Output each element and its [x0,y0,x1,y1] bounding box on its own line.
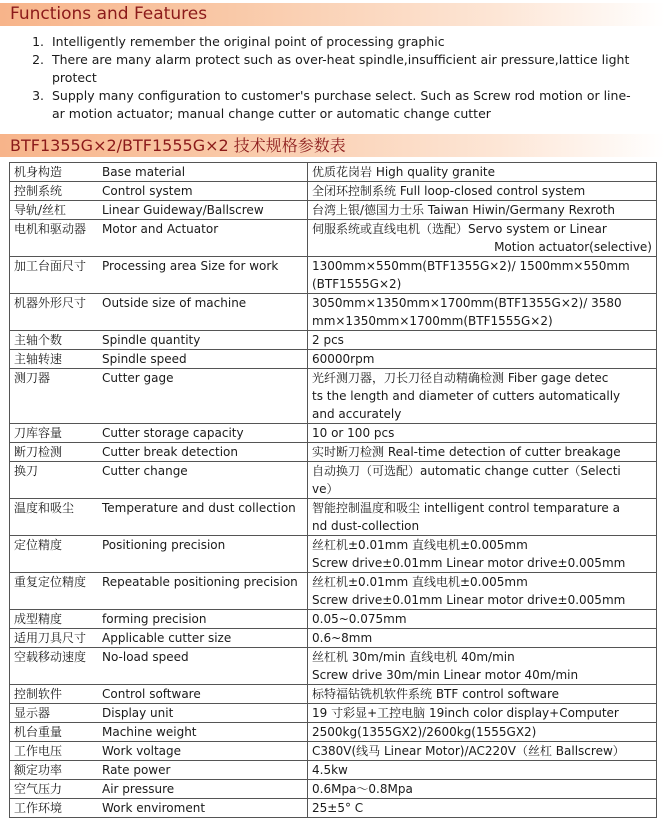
spec-title: BTF1355G×2/BTF1555G×2 技术规格参数表 [0,134,665,157]
spec-value-line: ve） [312,482,339,496]
spec-label-en: Cutter break detection [102,445,238,459]
spec-row [10,629,657,648]
spec-value-line: 0.6~8mm [312,631,373,645]
spec-value-line: 智能控制温度和吸尘 intelligent control temparature a [312,501,620,515]
spec-label-en: Cutter storage capacity [102,426,244,440]
spec-label-cell [10,629,308,648]
spec-value-cell [308,201,657,220]
spec-label-cell [10,742,308,761]
spec-row [10,761,657,780]
spec-label-cn: 定位精度 [14,538,63,552]
spec-value-line: 60000rpm [312,352,375,366]
spec-value-line: and accurately [312,407,402,421]
spec-label-cn: 测刀器 [14,371,51,385]
spec-value-line: 伺服系统或直线电机（选配）Servo system or Linear [312,222,607,236]
spec-label-en: Temperature and dust collection [102,501,296,515]
spec-value-line: 4.5kw [312,763,348,777]
spec-value-cell [308,742,657,761]
spec-label-cn: 断刀检测 [14,445,63,459]
spec-label-en: Work enviroment [102,801,206,815]
spec-row [10,294,657,331]
spec-label-cell [10,182,308,201]
spec-label-cell [10,201,308,220]
spec-label-cn: 导轨/丝杠 [14,203,67,217]
spec-label-cn: 加工台面尺寸 [14,259,87,273]
spec-label-cn: 额定功率 [14,763,63,777]
spec-label-en: Base material [102,165,186,179]
spec-value-cell [308,257,657,294]
spec-label-cell [10,294,308,331]
spec-label-cn: 主轴个数 [14,333,63,347]
spec-value-cell [308,462,657,499]
spec-label-cn: 换刀 [14,464,39,478]
spec-label-cn: 适用刀具尺寸 [14,631,87,645]
spec-label-en: Rate power [102,763,171,777]
spec-label-cn: 空气压力 [14,782,63,796]
spec-label-cell [10,257,308,294]
spec-value-line: 光纤测刀器，刀长刀径自动精确检测 Fiber gage detec [312,371,609,385]
spec-value-cell [308,780,657,799]
spec-value-cell [308,761,657,780]
spec-label-cell [10,685,308,704]
spec-value-cell [308,629,657,648]
spec-label-cn: 主轴转速 [14,352,63,366]
spec-label-en: Processing area Size for work [102,259,279,273]
spec-row [10,799,657,818]
spec-value-cell [308,424,657,443]
spec-label-en: Positioning precision [102,538,226,552]
spec-value-line: 3050mm×1350mm×1700mm(BTF1355G×2)/ 3580 [312,296,622,310]
spec-value-line: 25±5° C [312,801,364,815]
spec-label-en: Work voltage [102,744,182,758]
spec-value-line: (BTF1555G×2) [312,277,402,291]
spec-value-cell [308,499,657,536]
spec-value-line: 优质花岗岩 High quality granite [312,165,496,179]
spec-value-line: 19 寸彩显+工控电脑 19inch color display+Computer [312,706,619,720]
spec-label-cell [10,443,308,462]
spec-row [10,257,657,294]
spec-value-line: 10 or 100 pcs [312,426,395,440]
spec-label-cn: 空载移动速度 [14,650,87,664]
spec-row [10,536,657,573]
spec-label-cell [10,499,308,536]
spec-row [10,220,657,257]
spec-value-line: Motion actuator(selective) [494,240,652,254]
spec-label-en: forming precision [102,612,207,626]
spec-label-cell [10,350,308,369]
spec-value-line: 0.05~0.075mm [312,612,407,626]
spec-value-cell [308,799,657,818]
spec-label-cell [10,163,308,182]
spec-label-cell [10,331,308,350]
spec-row [10,331,657,350]
feature-item: 1. Intelligently remember the original point of processing graphic [48,33,640,51]
spec-value-line: 全闭环控制系统 Full loop-closed control system [312,184,586,198]
spec-label-cn: 工作电压 [14,744,63,758]
spec-label-cell [10,799,308,818]
spec-label-en: Outside size of machine [102,296,247,310]
spec-value-cell [308,610,657,629]
spec-label-cell [10,369,308,424]
spec-value-line: 台湾上银/德国力士乐 Taiwan Hiwin/Germany Rexroth [312,203,615,217]
spec-value-cell [308,163,657,182]
spec-label-cell [10,723,308,742]
spec-row [10,462,657,499]
spec-value-line: 丝杠机 30m/min 直线电机 40m/min [312,650,515,664]
spec-row [10,610,657,629]
spec-value-cell [308,182,657,201]
spec-label-cell [10,761,308,780]
spec-row [10,182,657,201]
spec-value-line: nd dust-collection [312,519,420,533]
spec-value-line: ts the length and diameter of cutters automatically [312,389,621,403]
spec-value-line: 实时断刀检测 Real-time detection of cutter breakage [312,445,621,459]
spec-value-line: Screw drive±0.01mm Linear motor drive±0.005mm [312,556,626,570]
spec-row [10,723,657,742]
spec-row [10,648,657,685]
spec-label-en: Linear Guideway/Ballscrew [102,203,264,217]
spec-label-cn: 电机和驱动器 [14,222,87,236]
spec-label-cell [10,573,308,610]
spec-label-en: Control software [102,687,201,701]
spec-value-cell [308,573,657,610]
spec-label-cn: 控制系统 [14,184,63,198]
spec-row [10,573,657,610]
spec-value-cell [308,294,657,331]
spec-label-cn: 刀库容量 [14,426,63,440]
spec-row [10,499,657,536]
spec-value-cell [308,536,657,573]
spec-label-cn: 控制软件 [14,687,63,701]
features-list [0,33,640,123]
spec-label-cell [10,220,308,257]
spec-value-line: 2500kg(1355GX2)/2600kg(1555GX2) [312,725,537,739]
spec-label-cell [10,704,308,723]
spec-value-line: 丝杠机±0.01mm 直线电机±0.005mm [312,538,528,552]
spec-value-line: C380V(线马 Linear Motor)/AC220V（丝杠 Ballscrew） [312,744,625,758]
spec-label-cn: 重复定位精度 [14,575,87,589]
spec-label-en: No-load speed [102,650,189,664]
spec-row [10,163,657,182]
spec-value-cell [308,443,657,462]
spec-value-cell [308,704,657,723]
functions-title: Functions and Features [0,3,665,26]
spec-row [10,201,657,220]
spec-label-en: Display unit [102,706,174,720]
spec-label-cn: 机器外形尺寸 [14,296,87,310]
spec-label-cn: 机身构造 [14,165,63,179]
spec-value-cell [308,350,657,369]
spec-label-en: Cutter change [102,464,188,478]
spec-value-line: 2 pcs [312,333,344,347]
spec-label-en: Control system [102,184,193,198]
spec-value-cell [308,369,657,424]
spec-label-en: Repeatable positioning precision [102,575,298,589]
spec-value-cell [308,648,657,685]
feature-item: 2. There are many alarm protect such as over-heat spindle,insufficient air pressure,lattice light protect [48,51,640,87]
spec-label-en: Spindle speed [102,352,187,366]
spec-label-en: Applicable cutter size [102,631,232,645]
spec-label-en: Cutter gage [102,371,174,385]
spec-value-line: 自动换刀（可选配）automatic change cutter（Selecti [312,464,621,478]
spec-value-cell [308,723,657,742]
spec-label-cn: 机台重量 [14,725,63,739]
spec-label-cell [10,424,308,443]
spec-value-line: 丝杠机±0.01mm 直线电机±0.005mm [312,575,528,589]
spec-label-cell [10,462,308,499]
spec-label-cell [10,536,308,573]
spec-label-cn: 工作环境 [14,801,63,815]
spec-value-cell [308,685,657,704]
spec-label-cn: 显示器 [14,706,51,720]
spec-value-cell [308,331,657,350]
spec-row [10,369,657,424]
feature-item: 3. Supply many configuration to customer's purchase select. Such as Screw rod motion or line-ar motion actuator; manual change cutter or automatic change cutter [48,87,640,123]
spec-row [10,704,657,723]
spec-value-cell [308,220,657,257]
spec-row [10,350,657,369]
spec-label-cell [10,780,308,799]
spec-label-en: Air pressure [102,782,175,796]
spec-row [10,780,657,799]
spec-row [10,685,657,704]
spec-label-en: Motor and Actuator [102,222,219,236]
spec-value-line: 1300mm×550mm(BTF1355G×2)/ 1500mm×550mm [312,259,630,273]
spec-value-line: 标特福钻铣机软件系统 BTF control software [312,687,560,701]
spec-label-cn: 成型精度 [14,612,63,626]
spec-label-cell [10,648,308,685]
spec-table [9,162,657,818]
spec-value-line: 0.6Mpa～0.8Mpa [312,782,413,796]
spec-value-line: mm×1350mm×1700mm(BTF1555G×2) [312,314,553,328]
spec-value-line: Screw drive 30m/min Linear motor 40m/min [312,668,579,682]
spec-row [10,443,657,462]
spec-label-cn: 温度和吸尘 [14,501,75,515]
spec-row [10,424,657,443]
spec-label-cell [10,610,308,629]
spec-label-en: Spindle quantity [102,333,201,347]
spec-value-line: Screw drive±0.01mm Linear motor drive±0.005mm [312,593,626,607]
spec-label-en: Machine weight [102,725,197,739]
spec-row [10,742,657,761]
